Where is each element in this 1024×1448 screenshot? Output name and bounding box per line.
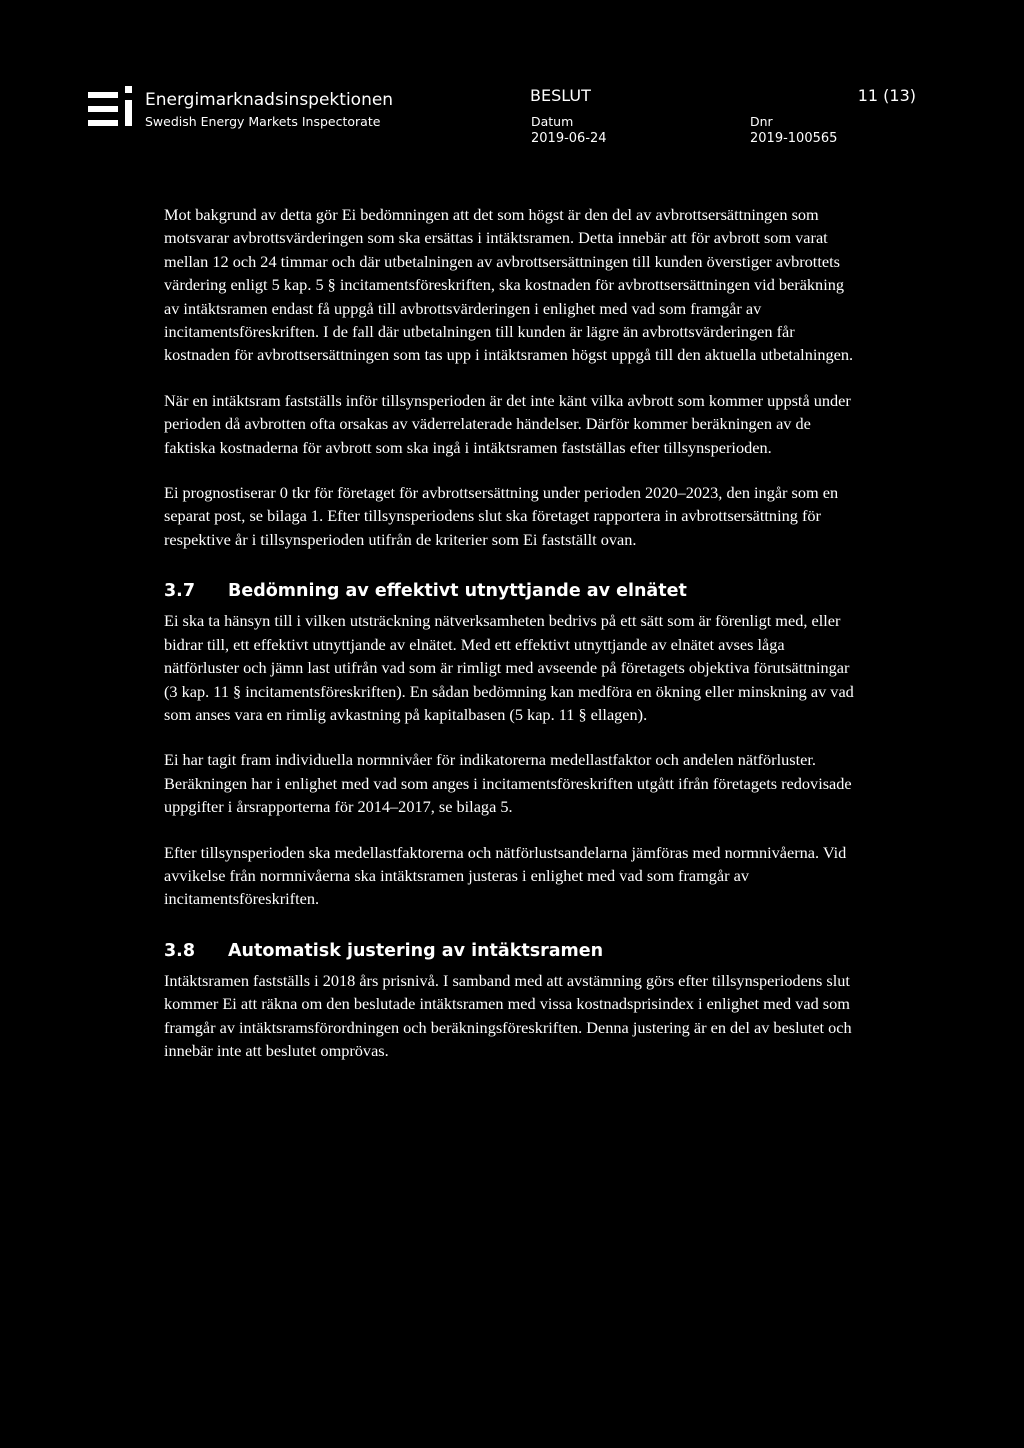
body-paragraph: Ei prognostiserar 0 tkr för företaget för avbrottsersättning under perioden 2020–2023, den ingår som en separat post, se bilaga 1. Efter tillsynsperiodens slut ska företaget rapportera in avbrottsersättning för respektive år i tillsynsperioden utifrån de kriterier som Ei fastställt ovan. (164, 483, 839, 549)
document-body (164, 203, 854, 1062)
ei-logo-icon (88, 86, 136, 130)
dnr-value: 2019-100565 (750, 131, 838, 146)
section-title: Bedömning av effektivt utnyttjande av elnätet (228, 581, 687, 602)
body-paragraph: Efter tillsynsperioden ska medellastfaktorerna och nätförlustsandelarna jämföras med normnivåerna. Vid avvikelse från normnivåerna ska intäktsramen justeras i enlighet med vad som framgår av incitamentsföreskriften. (164, 842, 847, 909)
body-paragraph: Intäktsramen fastställs i 2018 års prisnivå. I samband med att avstämning görs efter tillsynsperiodens slut kommer Ei att räkna om den beslutade intäktsramen med vissa kostnadsprisindex i enlighet med vad som framgår av intäktsramsförordningen och beräkningsföreskriften. Denna justering är en del av beslutet och innebär inte att beslutet omprövas. (164, 970, 852, 1060)
section-heading-3-7 (164, 581, 854, 601)
dnr-label: Dnr (750, 114, 773, 129)
document-type: BESLUT (530, 86, 591, 105)
section-number: 3.7 (164, 581, 196, 602)
organization-name-english: Swedish Energy Markets Inspectorate (145, 114, 381, 129)
section-heading-3-8 (164, 941, 854, 961)
page-number: 11 (13) (857, 86, 916, 105)
body-paragraph: Mot bakgrund av detta gör Ei bedömningen att det som högst är den del av avbrottsersättningen som motsvarar avbrottsvärderingen som ska ersättas i intäktsramen. Detta innebär att för avbrott som varat mellan 12 och 24 timmar och där utbetalningen av avbrottsersättningen till kunden överstiger avbrottets värdering enligt 5 kap. 5 § incitamentsföreskriften, ska kostnaden för avbrottsersättningen vid beräkning av intäktsramen endast få uppgå till avbrottsvärderingen i enlighet med vad som framgår av incitamentsföreskriften. I de fall där utbetalningen till kunden är lägre än avbrottsvärderingen får kostnaden för avbrottsersättningen som tas upp i intäktsramen högst uppgå till den aktuella utbetalningen. (164, 205, 854, 365)
section-number: 3.8 (164, 940, 196, 961)
date-value: 2019-06-24 (531, 131, 607, 146)
body-paragraph: Ei ska ta hänsyn till i vilken utsträckning nätverksamheten bedrivs på ett sätt som är förenligt med, eller bidrar till, ett effektivt utnyttjande av elnätet. Med ett effektivt utnyttjande av elnätet avses låga nätförluster och jämn last utifrån vad som är rimligt med avseende på företagets objektiva förutsättningar (3 kap. 11 § incitamentsföreskriften). En sådan bedömning kan medföra en ökning eller minskning av vad som anses vara en rimlig avkastning på kapitalbasen (5 kap. 11 § ellagen). (164, 611, 854, 724)
body-paragraph: När en intäktsram fastställs inför tillsynsperioden är det inte känt vilka avbrott som kommer uppstå under perioden då avbrotten ofta orsakas av väderrelaterade händelser. Därför kommer beräkningen av de faktiska kostnaderna för avbrott som ska ingå i intäktsramen fastställas efter tillsynsperioden. (164, 390, 851, 457)
body-paragraph: Ei har tagit fram individuella normnivåer för indikatorerna medellastfaktor och andelen nätförluster. Beräkningen har i enlighet med vad som anges i incitamentsföreskriften utgått ifrån företagets redovisade uppgifter i årsrapporterna för 2014–2017, se bilaga 5. (164, 750, 852, 817)
date-label: Datum (531, 114, 574, 129)
section-title: Automatisk justering av intäktsramen (228, 940, 604, 961)
organization-name: Energimarknadsinspektionen (145, 90, 394, 110)
